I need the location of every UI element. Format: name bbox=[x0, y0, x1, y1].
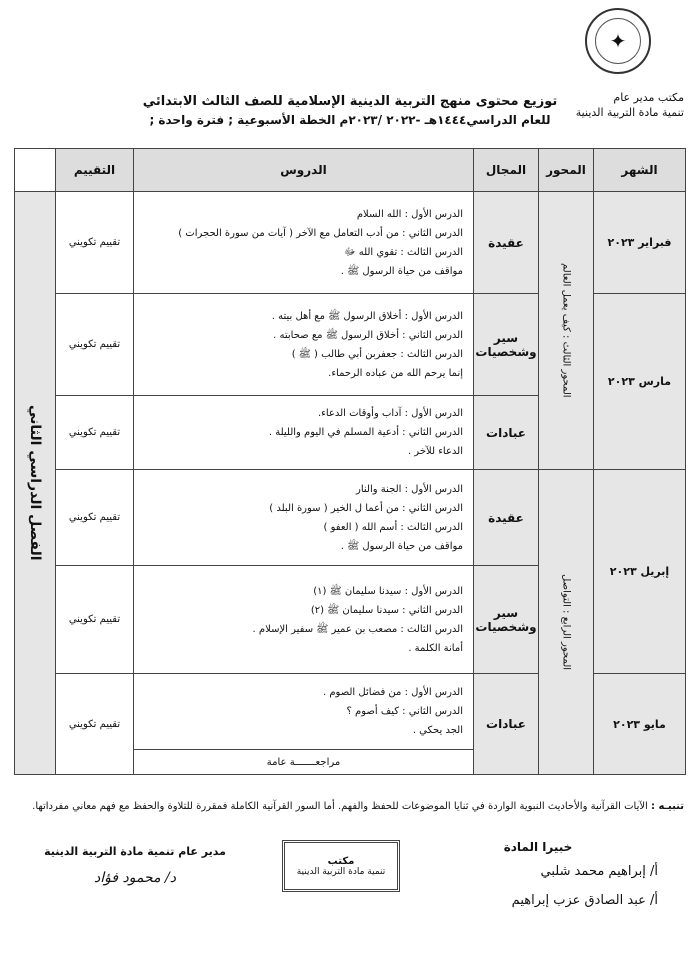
lesson-item: الدرس الثاني : أدعية المسلم في اليوم والليلة . bbox=[268, 427, 463, 438]
lesson-item: الدرس الأول : الله السلام bbox=[356, 208, 463, 220]
document-title bbox=[140, 94, 560, 127]
lesson-item: الدرس الثالث : تقوي الله ﷻ bbox=[344, 246, 463, 258]
domain-cell: سير وشخصيات bbox=[474, 566, 539, 674]
lesson-item: الدرس الثالث : أسم الله ( العفو ) bbox=[323, 521, 463, 533]
domain-cell: عبادات bbox=[474, 396, 539, 470]
office-line-1: مكتب مدير عام bbox=[613, 91, 684, 104]
lesson-item: الدعاء للآخر . bbox=[407, 446, 463, 457]
header-term-blank bbox=[15, 149, 56, 192]
month-cell: إبريل ٢٠٢٣ bbox=[594, 470, 686, 674]
header-domain: المجال bbox=[474, 149, 539, 192]
lesson-item: الدرس الثاني : من أعما ل الخير ( سورة البلد ) bbox=[269, 502, 463, 514]
lessons-cell bbox=[134, 566, 474, 674]
domain-cell: عقيدة bbox=[474, 192, 539, 294]
lesson-item: مواقف من حياة الرسول ﷺ . bbox=[340, 265, 463, 277]
term-label: الفصل الدراسي الثاني bbox=[27, 405, 43, 561]
experts-block bbox=[418, 840, 658, 908]
note-text: الآيات القرآنية والأحاديث النبوية الواردة في ثنايا الموضوعات للحفظ والفهم. أما السور القرآنية الكاملة فمقررة للتلاوة والحفظ مع فهم معاني مفرداتها. bbox=[32, 801, 648, 812]
table-row bbox=[15, 192, 686, 294]
lessons-cell bbox=[134, 396, 474, 470]
evaluation-cell: تقييم تكويني bbox=[56, 294, 134, 396]
expert-name: أ/ إبراهيم محمد شلبي bbox=[540, 864, 658, 879]
evaluation-cell: تقييم تكويني bbox=[56, 396, 134, 470]
expert-name: أ/ عبد الصادق عزب إبراهيم bbox=[511, 893, 658, 908]
header-evaluation: التقييم bbox=[56, 149, 134, 192]
month-cell: مايو ٢٠٢٣ bbox=[594, 674, 686, 775]
month-cell: فبراير ٢٠٢٣ bbox=[594, 192, 686, 294]
axis-cell bbox=[539, 470, 594, 775]
lessons-cell bbox=[134, 674, 474, 750]
table-row bbox=[15, 470, 686, 566]
domain-cell: سير وشخصيات bbox=[474, 294, 539, 396]
domain-cell: عقيدة bbox=[474, 470, 539, 566]
evaluation-cell: تقييم تكويني bbox=[56, 470, 134, 566]
office-header bbox=[544, 90, 684, 120]
title-line-1: توزيع محتوى منهج التربية الدينية الإسلامية للصف الثالث الابتدائي bbox=[142, 94, 558, 109]
lesson-item: الدرس الأول : آداب وأوقات الدعاء. bbox=[317, 408, 463, 419]
evaluation-cell: تقييم تكويني bbox=[56, 674, 134, 775]
review-cell: مراجعـــــــة عامة bbox=[134, 750, 474, 775]
lesson-item: الدرس الثالث : مصعب بن عمير ﷺ سفير الإسلام . bbox=[252, 623, 463, 635]
lesson-item: إنما يرحم الله من عباده الرحماء. bbox=[328, 367, 463, 379]
lessons-cell bbox=[134, 470, 474, 566]
lesson-item: الدرس الثاني : من أدب التعامل مع الآخر ( آيات من سورة الحجرات ) bbox=[178, 227, 463, 239]
experts-title: خبيرا المادة bbox=[503, 840, 573, 854]
ministry-logo bbox=[585, 8, 651, 74]
eagle-emblem-icon: ✦ bbox=[595, 18, 641, 64]
note-label: تنبيـه : bbox=[651, 801, 684, 812]
lessons-cell bbox=[134, 294, 474, 396]
lessons-cell bbox=[134, 192, 474, 294]
office-line-2: تنمية مادة التربية الدينية bbox=[575, 106, 684, 119]
director-block bbox=[40, 845, 230, 886]
lesson-item: الدرس الثالث : جعفربن أبي طالب ( ﷺ ) bbox=[291, 348, 463, 360]
axis-cell bbox=[539, 192, 594, 470]
lesson-item: الدرس الأول : أخلاق الرسول ﷺ مع أهل بيته . bbox=[271, 310, 463, 322]
stamp-line-2: تنمية مادة التربية الدينية bbox=[296, 866, 386, 877]
lesson-item: الدرس الأول : الجنة والنار bbox=[356, 483, 463, 495]
axis-label: المحور الثالث : كيف يعمل العالم bbox=[560, 263, 572, 398]
lesson-item: الدرس الثاني : سيدنا سليمان ﷺ (٢) bbox=[310, 604, 463, 616]
axis-label: المحور الرابع : التواصل bbox=[560, 573, 572, 671]
lesson-item: أمانة الكلمة . bbox=[408, 642, 463, 654]
term-cell bbox=[15, 192, 56, 775]
evaluation-cell: تقييم تكويني bbox=[56, 566, 134, 674]
header-lessons: الدروس bbox=[134, 149, 474, 192]
lesson-item: الدرس الثاني : أخلاق الرسول ﷺ مع صحابته . bbox=[273, 329, 463, 341]
domain-cell: عبادات bbox=[474, 674, 539, 775]
header-axis: المحور bbox=[539, 149, 594, 192]
lesson-item: مواقف من حياة الرسول ﷺ . bbox=[340, 540, 463, 552]
lesson-item: الدرس الأول : من فضائل الصوم . bbox=[323, 687, 463, 698]
lesson-item: الجد يحكي . bbox=[412, 725, 463, 736]
month-cell: مارس ٢٠٢٣ bbox=[594, 294, 686, 470]
evaluation-cell: تقييم تكويني bbox=[56, 192, 134, 294]
note-block bbox=[14, 798, 684, 816]
lesson-item: الدرس الأول : سيدنا سليمان ﷺ (١) bbox=[313, 585, 463, 597]
office-stamp bbox=[282, 840, 400, 892]
header-month: الشهر bbox=[594, 149, 686, 192]
director-title: مدير عام تنمية مادة التربية الدينية bbox=[44, 845, 226, 858]
table-header-row bbox=[15, 149, 686, 192]
curriculum-table bbox=[14, 148, 686, 775]
stamp-line-1: مكتب bbox=[327, 855, 355, 867]
lesson-item: الدرس الثاني : كيف أصوم ؟ bbox=[346, 706, 463, 717]
director-signature: د/ محمود فؤاد bbox=[94, 870, 176, 886]
title-line-2: للعام الدراسي١٤٤٤هـ -٢٠٢٢ /٢٠٢٣م الخطة الأسبوعية ; فترة واحدة ; bbox=[149, 113, 551, 127]
